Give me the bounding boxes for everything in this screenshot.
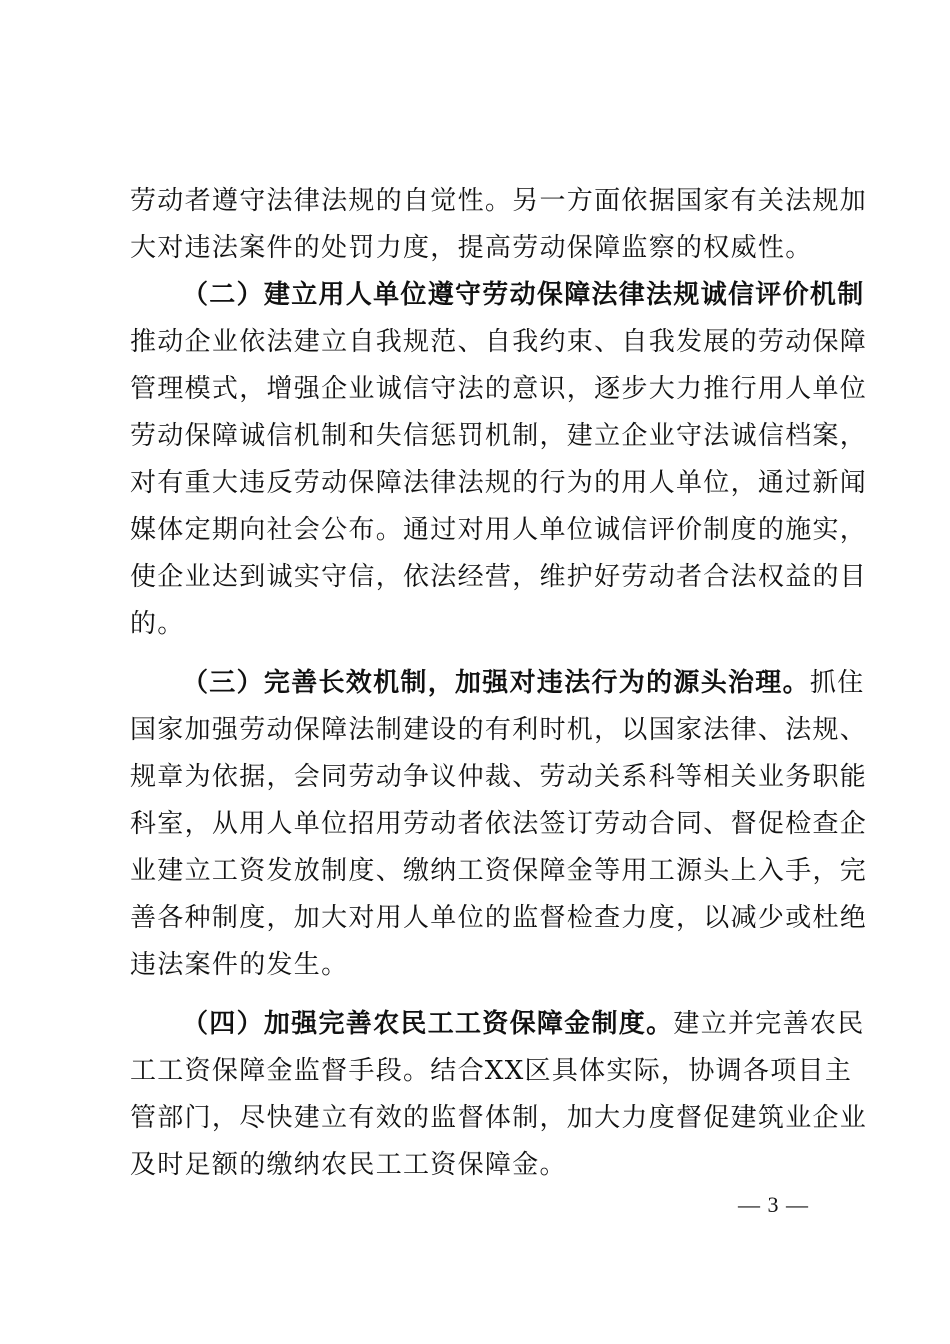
paragraph-first-line <box>130 1001 865 1048</box>
section-heading-4: （四）加强完善农民工工资保障金制度。 <box>182 1009 674 1039</box>
text-run: 建立并完善农民 <box>673 1009 865 1039</box>
paragraph-2 <box>130 272 868 648</box>
text-line: 使企业达到诚实守信，依法经营，维护好劳动者合法权益的目 <box>130 562 868 592</box>
page-number: — 3 — <box>738 1192 809 1217</box>
text-line: 管理模式，增强企业诚信守法的意识，逐步大力推行用人单位 <box>130 374 868 404</box>
section-heading-2: （二）建立用人单位遵守劳动保障法律法规诚信评价机制 <box>182 280 865 310</box>
section-heading-3: （三）完善长效机制，加强对违法行为的源头治理。 <box>182 668 810 698</box>
text-line: 媒体定期向社会公布。通过对用人单位诚信评价制度的施实， <box>130 515 868 545</box>
paragraph-3 <box>130 660 868 989</box>
text-line: 规章为依据，会同劳动争议仲裁、劳动关系科等相关业务职能 <box>130 762 868 792</box>
text-line: 科室，从用人单位招用劳动者依法签订劳动合同、督促检查企 <box>130 809 868 839</box>
text-line: 劳动者遵守法律法规的自觉性。另一方面依据国家有关法规加 <box>130 186 868 216</box>
text-line: 管部门，尽快建立有效的监督体制，加大力度督促建筑业企业 <box>130 1103 868 1133</box>
text-line: 劳动保障诚信机制和失信惩罚机制，建立企业守法诚信档案， <box>130 421 868 451</box>
text-run: 抓住 <box>809 668 865 698</box>
text-line: 业建立工资发放制度、缴纳工资保障金等用工源头上入手，完 <box>130 856 868 886</box>
document-body <box>130 178 868 1189</box>
text-line: 善各种制度，加大对用人单位的监督检查力度，以减少或杜绝 <box>130 903 868 933</box>
text-line: 国家加强劳动保障法制建设的有利时机，以国家法律、法规、 <box>130 715 868 745</box>
text-line: 大对违法案件的处罚力度，提高劳动保障监察的权威性。 <box>130 233 813 263</box>
text-line: 及时足额的缴纳农民工工资保障金。 <box>130 1150 567 1180</box>
paragraph-4 <box>130 1001 868 1189</box>
text-line: 违法案件的发生。 <box>130 950 349 980</box>
text-line: 的。 <box>130 609 185 639</box>
paragraph-1 <box>130 178 868 272</box>
text-line: 对有重大违反劳动保障法律法规的行为的用人单位，通过新闻 <box>130 468 868 498</box>
text-line: 工工资保障金监督手段。结合XX区具体实际，协调各项目主 <box>130 1056 853 1086</box>
text-line: 推动企业依法建立自我规范、自我约束、自我发展的劳动保障 <box>130 327 868 357</box>
paragraph-first-line <box>130 660 865 707</box>
